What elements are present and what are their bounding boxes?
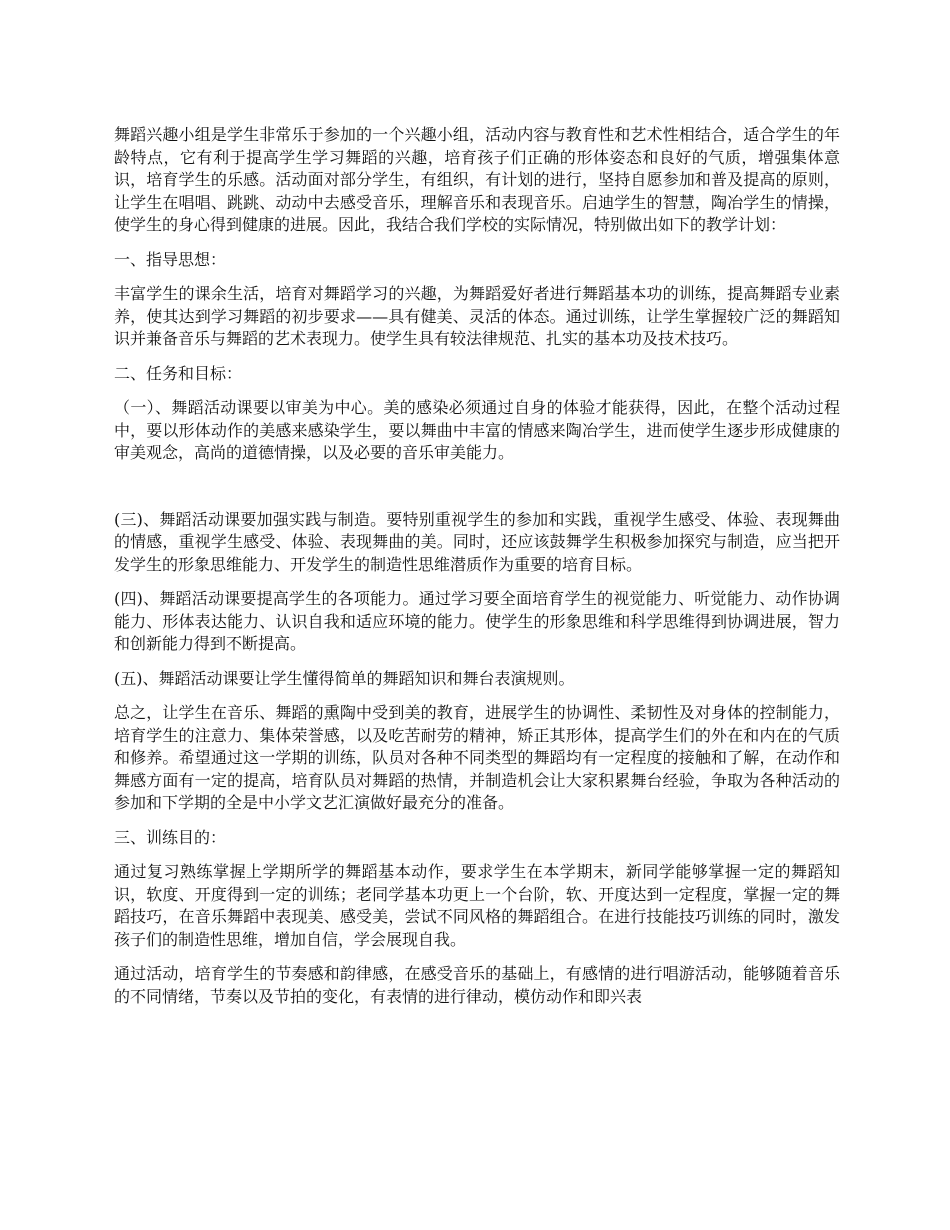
guiding-paragraph: 丰富学生的课余生活，培育对舞蹈学习的兴趣，为舞蹈爱好者进行舞蹈基本功的训练，提高舞蹈专业素养，使其达到学习舞蹈的初步要求——具有健美、灵活的体态。通过训练，让学生掌握较广泛的舞蹈知识并兼备音乐与舞蹈的艺术表现力。使学生具有较法律规范、扎实的基本功及技术技巧。	[114, 284, 840, 348]
task-3-paragraph: (三)、舞蹈活动课要加强实践与制造。要特别重视学生的参加和实践，重视学生感受、体验、表现舞曲的情感，重视学生感受、体验、表现舞曲的美。同时，还应该鼓舞学生积极参加探究与制造，应当把开发学生的形象思维能力、开发学生的制造性思维潜质作为重要的培育目标。	[114, 509, 840, 574]
heading-tasks-goals: 二、任务和目标：	[114, 363, 243, 383]
task-4-paragraph: (四)、舞蹈活动课要提高学生的各项能力。通过学习要全面培育学生的视觉能力、听觉能力、动作协调能力、形体表达能力、认识自我和适应环境的能力。使学生的形象思维和科学思维得到协调进展，智力和创新能力得到不断提高。	[114, 589, 840, 653]
purpose-2-paragraph: 通过活动，培育学生的节奏感和韵律感，在感受音乐的基础上，有感情的进行唱游活动，能够随着音乐的不同情绪，节奏以及节拍的变化，有表情的进行律动，模仿动作和即兴表	[114, 964, 840, 1006]
intro-paragraph: 舞蹈兴趣小组是学生非常乐于参加的一个兴趣小组，活动内容与教育性和艺术性相结合，适合学生的年龄特点，它有利于提高学生学习舞蹈的兴趣，培育孩子们正确的形体姿态和良好的气质，增强集体意识，培育学生的乐感。活动面对部分学生，有组织，有计划的进行，坚持自愿参加和普及提高的原则，让学生在唱唱、跳跳、动动中去感受音乐，理解音乐和表现音乐。启迪学生的智慧，陶冶学生的情操，使学生的身心得到健康的进展。因此，我结合我们学校的实际情况，特别做出如下的教学计划：	[114, 125, 840, 234]
task-5-paragraph: (五)、舞蹈活动课要让学生懂得简单的舞蹈知识和舞台表演规则。	[114, 668, 575, 688]
summary-paragraph: 总之，让学生在音乐、舞蹈的熏陶中受到美的教育，进展学生的协调性、柔韧性及对身体的控制能力，培育学生的注意力、集体荣誉感，以及吃苦耐劳的精神，矫正其形体，提高学生们的外在和内在的气质和修养。希望通过这一学期的训练，队员对各种不同类型的舞蹈均有一定程度的接触和了解，在动作和舞感方面有一定的提高，培育队员对舞蹈的热情，并制造机会让大家积累舞台经验，争取为各种活动的参加和下学期的全是中小学文艺汇演做好最充分的准备。	[114, 703, 840, 812]
heading-training-purpose: 三、训练目的：	[114, 827, 227, 847]
task-1-paragraph: （一）、舞蹈活动课要以审美为中心。美的感染必须通过自身的体验才能获得，因此，在整个活动过程中，要以形体动作的美感来感染学生，要以舞曲中丰富的情感来陶冶学生，进而使学生逐步形成健康的审美观念，高尚的道德情操，以及必要的音乐审美能力。	[114, 398, 840, 462]
document-body	[114, 124, 840, 1008]
purpose-1-paragraph: 通过复习熟练掌握上学期所学的舞蹈基本动作，要求学生在本学期末，新同学能够掌握一定的舞蹈知识，软度、开度得到一定的训练；老同学基本功更上一个台阶，软、开度达到一定程度，掌握一定的舞蹈技巧，在音乐舞蹈中表现美、感受美，尝试不同风格的舞蹈组合。在进行技能技巧训练的同时，激发孩子们的制造性思维，增加自信，学会展现自我。	[114, 862, 840, 949]
heading-guiding-ideology: 一、指导思想：	[114, 249, 227, 269]
